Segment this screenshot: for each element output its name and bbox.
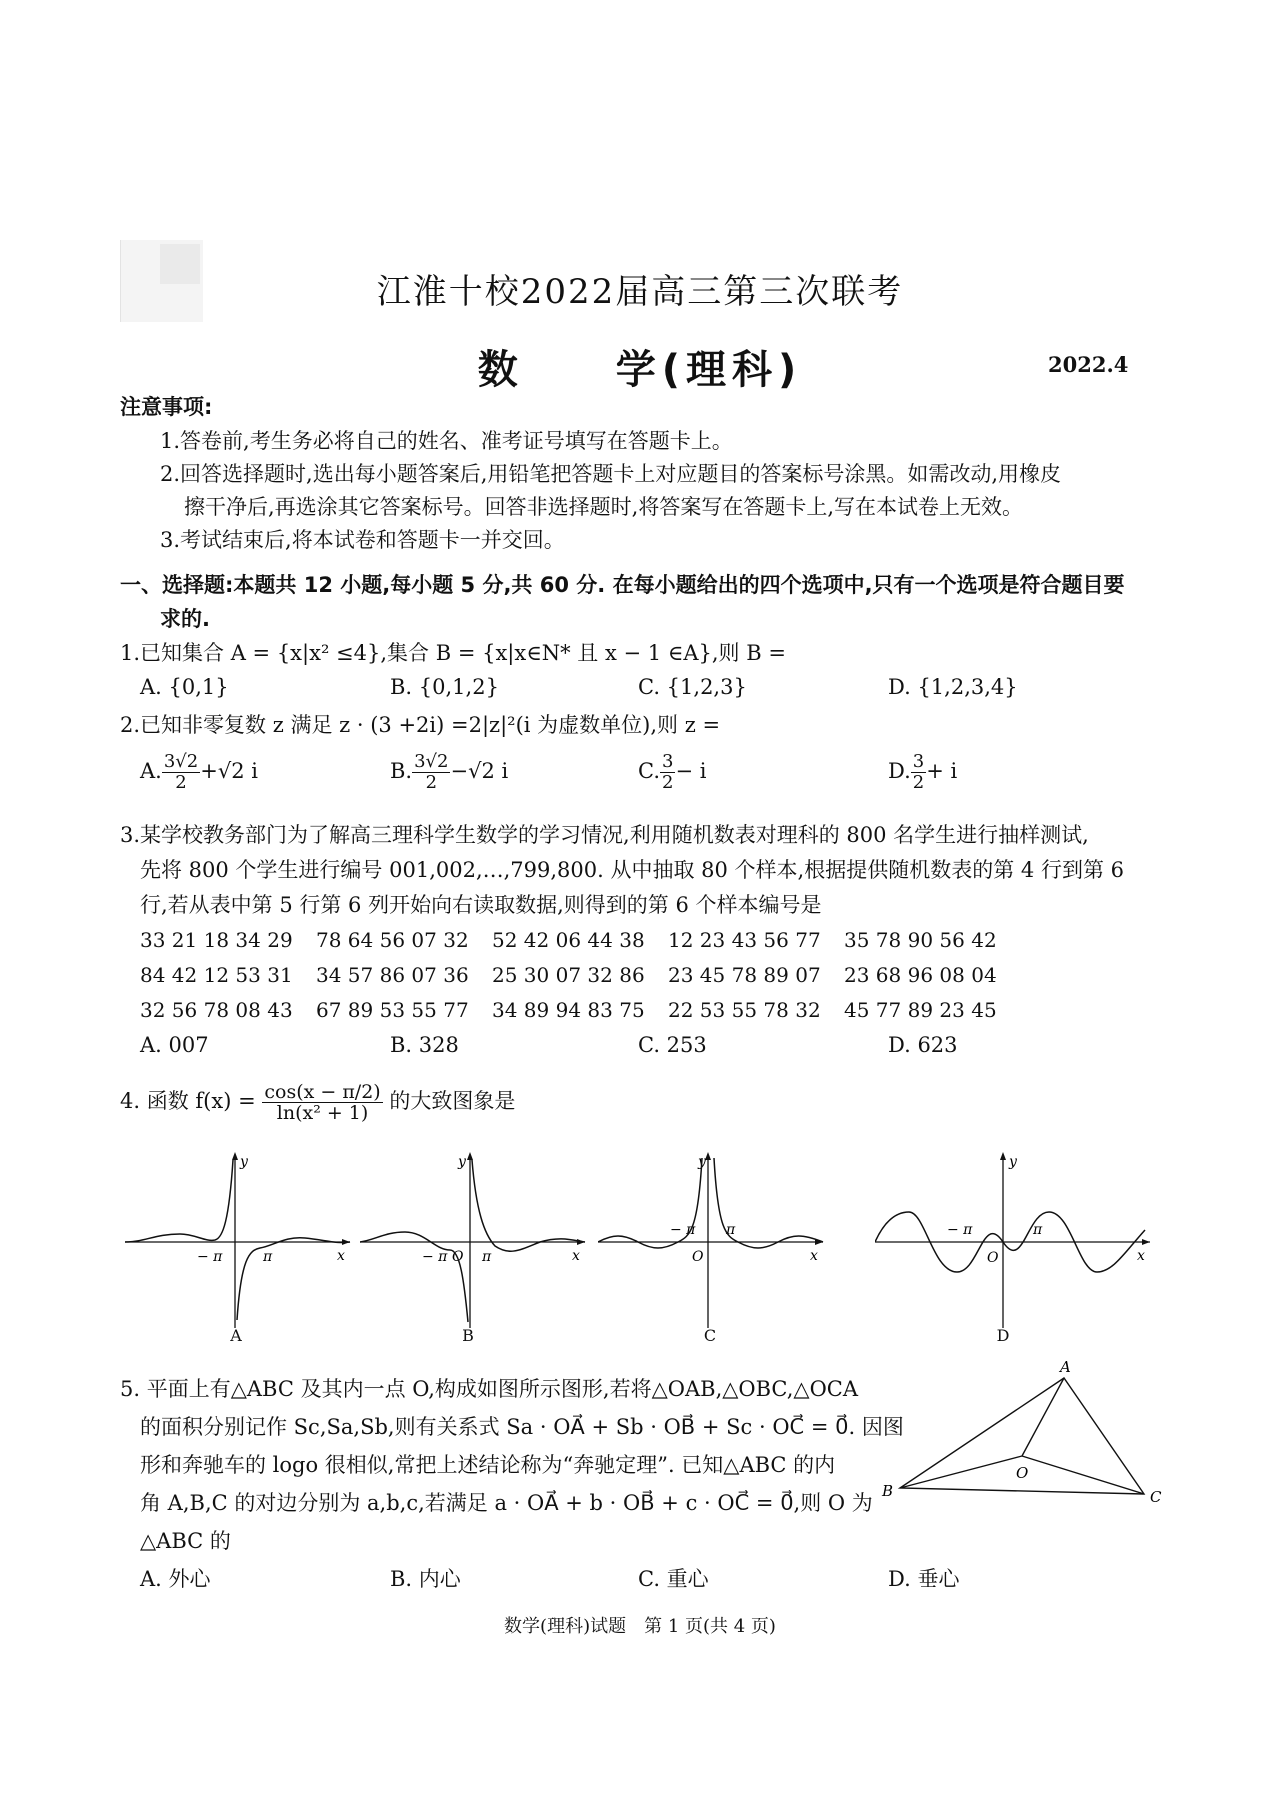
q2-option-c: C. $\frac{3}{2}$ − i: [638, 751, 707, 793]
graph-c-pi: π: [726, 1222, 736, 1238]
q5-option-c: C. 重心: [638, 1567, 709, 1591]
q5-line-1: 5. 平面上有△ABC 及其内一点 O,构成如图所示图形,若将△OAB,△OBC,△OCA: [120, 1377, 859, 1401]
notice-item-2: 2.回答选择题时,选出每小题答案后,用铅笔把答题卡上对应题目的答案标号涂黑。如需改动,用橡皮: [160, 462, 1062, 486]
graph-d-y-label: y: [1009, 1154, 1017, 1170]
vertex-c-label: C: [1150, 1488, 1162, 1506]
q1-option-a: A. {0,1}: [140, 675, 229, 699]
exam-date: 2022.4: [1048, 352, 1129, 377]
q1-option-d: D. {1,2,3,4}: [888, 675, 1018, 699]
random-table-row-3: 32 56 78 08 43 67 89 53 55 77 34 89 94 83 75 22 53 55 78 32 45 77 89 23 45: [140, 998, 997, 1022]
graph-c-x-label: x: [810, 1248, 818, 1264]
q5-line-2: 的面积分别记作 Sc,Sa,Sb,则有关系式 Sa · OA⃗ + Sb · OB⃗ + Sc · OC⃗ = 0⃗. 因图: [140, 1415, 904, 1439]
graph-d-label: D: [996, 1326, 1010, 1345]
vertex-a-label: A: [1060, 1360, 1071, 1376]
graph-b-y-label: y: [458, 1154, 466, 1170]
graph-a-pi: π: [263, 1249, 273, 1265]
subject-title: 数 学(理科): [477, 347, 803, 393]
q5-line-5: △ABC 的: [140, 1529, 231, 1553]
q3-option-d: D. 623: [888, 1033, 958, 1057]
graph-a-y-label: y: [240, 1154, 248, 1170]
graph-a-x-label: x: [337, 1248, 345, 1264]
page-footer: 数学(理科)试题 第 1 页(共 4 页): [504, 1616, 776, 1637]
section-heading-cont: 求的.: [160, 607, 210, 631]
notice-item-2-cont: 擦干净后,再选涂其它答案标号。回答非选择题时,将答案写在答题卡上,写在本试卷上无效。: [184, 495, 1024, 519]
q4-stem: 4. 函数 f(x) = $\frac{\cos(x - \pi/2)}{\text{ln(x² + 1)}}$ 的大致图象是: [120, 1081, 516, 1124]
vertex-b-label: B: [882, 1482, 894, 1500]
graph-d-neg-pi: − π: [947, 1222, 973, 1238]
q3-line-2: 先将 800 个学生进行编号 001,002,…,799,800. 从中抽取 80 个样本,根据提供随机数表的第 4 行到第 6: [140, 858, 1124, 882]
section-heading: 一、选择题:本题共 12 小题,每小题 5 分,共 60 分. 在每小题给出的四个选项中,只有一个选项是符合题目要: [120, 573, 1125, 597]
graph-a-neg-pi: − π: [197, 1249, 223, 1265]
graph-b: [360, 1150, 590, 1330]
q2-option-d: D. $\frac{3}{2}$ + i: [888, 751, 958, 793]
random-table-row-1: 33 21 18 34 29 78 64 56 07 32 52 42 06 44 38 12 23 43 56 77 35 78 90 56 42: [140, 928, 997, 952]
random-table-row-2: 84 42 12 53 31 34 57 86 07 36 25 30 07 32 86 23 45 78 89 07 23 68 96 08 04: [140, 963, 997, 987]
q3-line-3: 行,若从表中第 5 行第 6 列开始向右读取数据,则得到的第 6 个样本编号是: [140, 893, 822, 917]
q2-stem: 2.已知非零复数 z 满足 z · (3 +2i) =2|z|²(i 为虚数单位),则 z =: [120, 713, 721, 737]
graph-a: [125, 1150, 355, 1330]
q3-option-c: C. 253: [638, 1033, 707, 1057]
graph-b-pi: π: [482, 1249, 492, 1265]
q5-option-d: D. 垂心: [888, 1567, 960, 1591]
graph-d-origin: O: [987, 1250, 999, 1266]
graph-b-neg-pi: − π: [422, 1249, 448, 1265]
q2-option-b: B. $\frac{3√2}{2}$ −√2 i: [390, 751, 509, 793]
q3-option-a: A. 007: [140, 1033, 209, 1057]
q2-option-a: A. $\frac{3√2}{2}$ +√2 i: [140, 751, 258, 793]
graph-c-origin: O: [692, 1249, 704, 1265]
q3-line-1: 3.某学校教务部门为了解高三理科学生数学的学习情况,利用随机数表对理科的 800 名学生进行抽样测试,: [120, 823, 1089, 847]
q1-option-c: C. {1,2,3}: [638, 675, 747, 699]
graph-c-neg-pi: − π: [670, 1222, 696, 1238]
notice-item-1: 1.答卷前,考生务必将自己的姓名、准考证号填写在答题卡上。: [160, 429, 733, 453]
q5-line-4: 角 A,B,C 的对边分别为 a,b,c,若满足 a · OA⃗ + b · OB⃗ + c · OC⃗ = 0⃗,则 O 为: [140, 1491, 873, 1515]
graph-c-label: C: [703, 1326, 717, 1345]
q5-option-b: B. 内心: [390, 1567, 461, 1591]
q1-stem: 1.已知集合 A = {x|x² ≤4},集合 B = {x|x∈N* 且 x − 1 ∈A},则 B =: [120, 641, 786, 665]
graph-b-origin: O: [452, 1249, 464, 1265]
graph-d: [875, 1150, 1155, 1330]
q3-option-b: B. 328: [390, 1033, 459, 1057]
graph-a-label: A: [230, 1326, 242, 1345]
q5-option-a: A. 外心: [140, 1567, 211, 1591]
point-o-label: O: [1016, 1464, 1029, 1482]
graph-c: [598, 1150, 828, 1330]
graph-d-x-label: x: [1137, 1248, 1145, 1264]
triangle-figure: [870, 1360, 1170, 1520]
notice-item-3: 3.考试结束后,将本试卷和答题卡一并交回。: [160, 528, 565, 552]
graph-b-label: B: [462, 1326, 474, 1345]
q1-option-b: B. {0,1,2}: [390, 675, 499, 699]
exam-title: 江淮十校2022届高三第三次联考: [376, 272, 904, 312]
graph-c-y-label: y: [698, 1154, 706, 1170]
q5-line-3: 形和奔驰车的 logo 很相似,常把上述结论称为“奔驰定理”. 已知△ABC 的内: [140, 1453, 836, 1477]
notice-heading: 注意事项:: [120, 395, 213, 419]
graph-d-pi: π: [1033, 1222, 1043, 1238]
graph-b-x-label: x: [572, 1248, 580, 1264]
